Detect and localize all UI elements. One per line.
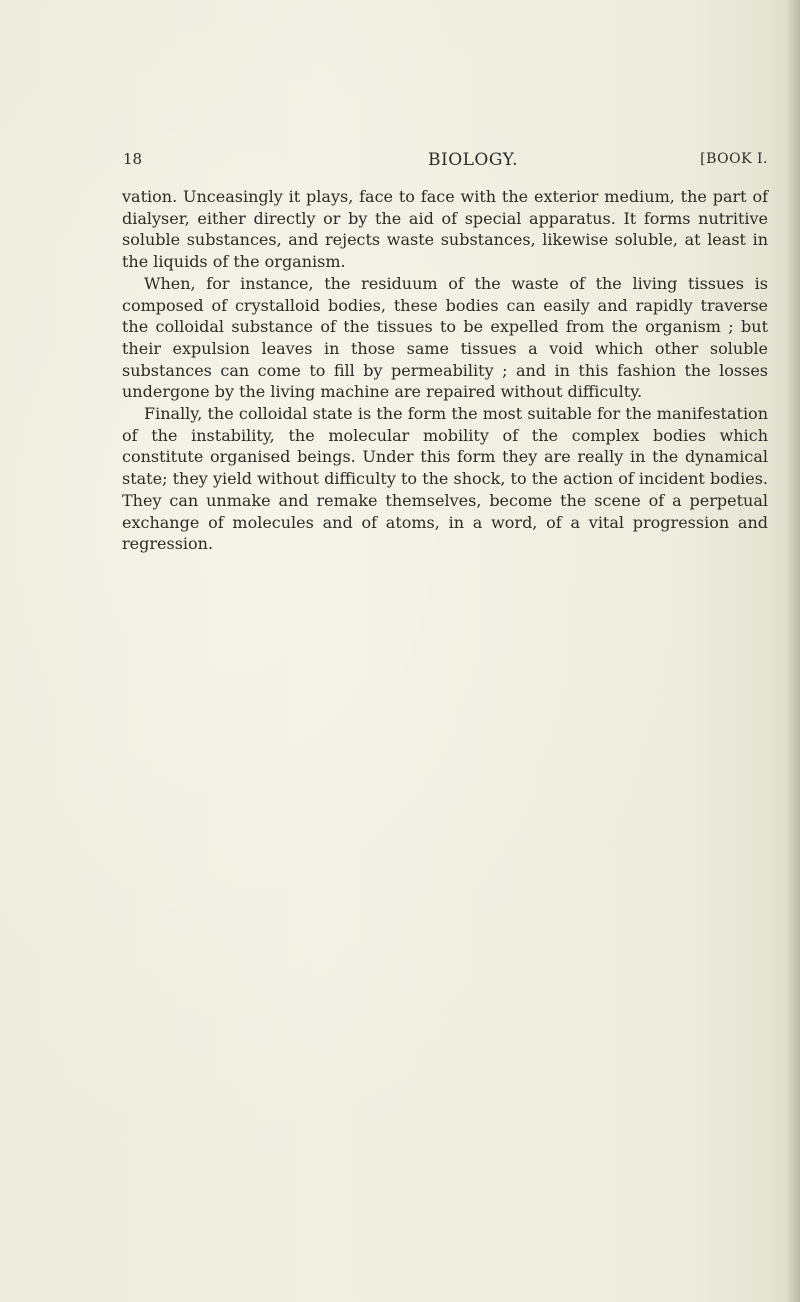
- body-text: [122, 186, 768, 555]
- page-edge-shadow: [786, 0, 800, 1302]
- page-header: [123, 150, 768, 176]
- paragraph-continuation: vation. Unceasingly it plays, face to face with the exterior medium, the part of dialyser, either directly or by the aid of special apparatus. It forms nutritive soluble substances, and rejects waste substances, likewise soluble, at least in the liquids of the organism.: [122, 187, 768, 272]
- running-title: BIOLOGY.: [428, 150, 519, 170]
- page-number: 18: [123, 150, 143, 168]
- paragraph-colloidal-state: Finally, the colloidal state is the form the most suitable for the manifestation of the instability, the molecular mobility of the complex bodies which constitute organised beings. Under this form they are really in the dynamical state; they yield without difficulty to the shock, to the action of incident bodies. They can unmake and remake themselves, become the scene of a perpetual exchange of molecules and of atoms, in a word, of a vital progression and regression.: [122, 404, 768, 554]
- paragraph-crystalloid: When, for instance, the residuum of the waste of the living tissues is composed of crystalloid bodies, these bodies can easily and rapidly traverse the colloidal substance of the tissues to be expelled from the organism ; but their expulsion leaves in those same tissues a void which other soluble substances can come to fill by permeability ; and in this fashion the losses undergone by the living machine are repaired without difficulty.: [122, 273, 768, 402]
- book-reference: [BOOK I.: [700, 151, 768, 167]
